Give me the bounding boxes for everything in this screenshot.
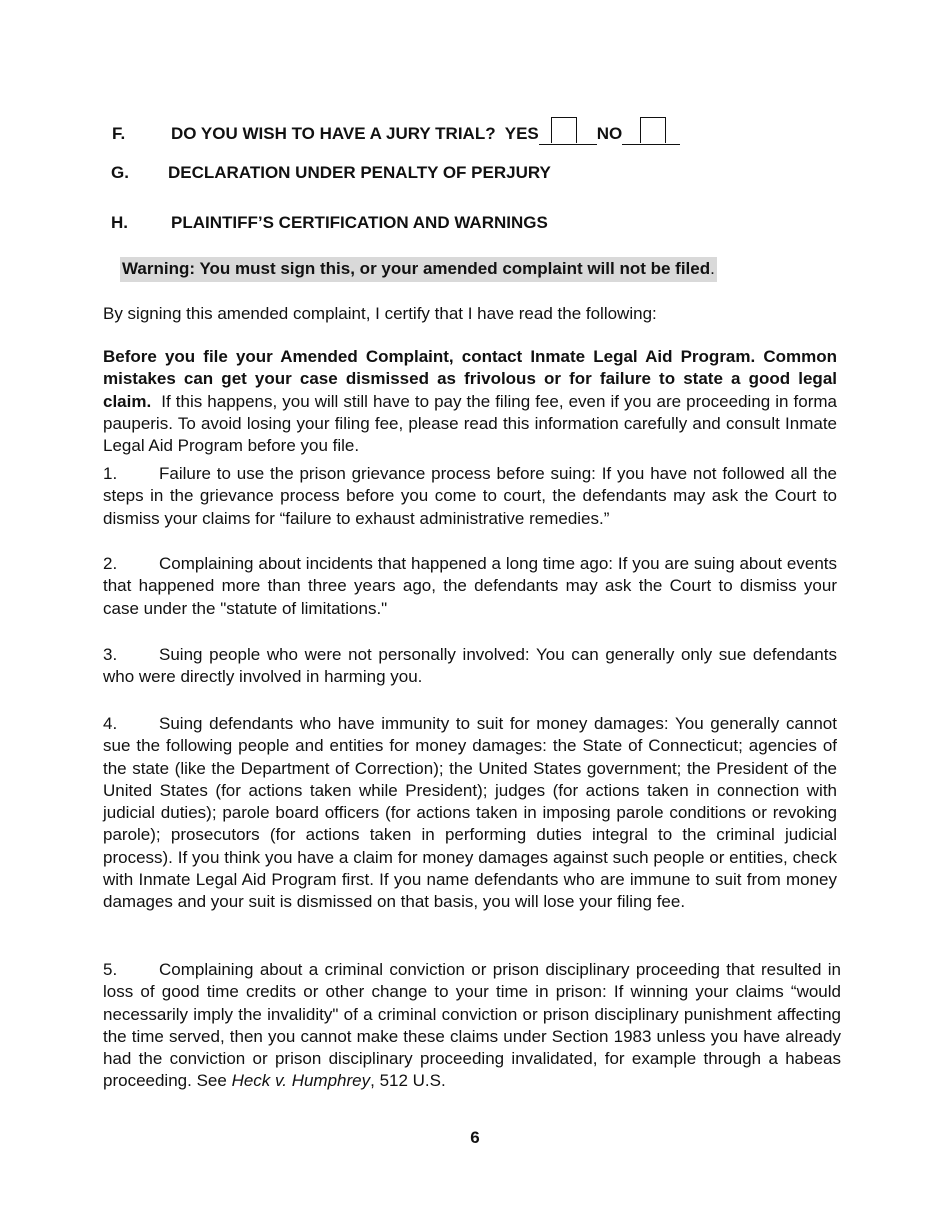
item-text: Suing people who were not personally involved: You can generally only sue defendants who were directly involved in harming you. (103, 645, 837, 687)
item-number: 3. (103, 645, 118, 664)
item-number: 2. (103, 554, 118, 573)
warning-banner (120, 257, 717, 282)
jury-trial-question: DO YOU WISH TO HAVE A JURY TRIAL? (171, 124, 496, 143)
yes-line (539, 117, 597, 145)
item-number: 1. (103, 464, 118, 483)
list-item-3 (103, 644, 837, 689)
certification-heading: PLAINTIFF’S CERTIFICATION AND WARNINGS (171, 213, 548, 232)
section-h-letter: H. (111, 213, 128, 232)
warning-text: Warning: You must sign this, or your amended complaint will not be filed (122, 259, 711, 278)
advice-paragraph (103, 346, 837, 457)
declaration-heading: DECLARATION UNDER PENALTY OF PERJURY (168, 163, 551, 182)
item-number: 4. (103, 714, 118, 733)
section-g-letter: G. (111, 163, 129, 182)
yes-label: YES (504, 124, 539, 143)
advice-normal: If this happens, you will still have to pay the filing fee, even if you are proceeding in forma pauperis. To avoid losing your filing fee, please read this information carefully and consult Inmate Legal Aid Program before you file. (103, 391, 837, 456)
list-item-1 (103, 463, 837, 530)
intro-text: By signing this amended complaint, I certify that I have read the following: (103, 304, 657, 323)
warning-period: . (710, 259, 715, 278)
item-text-after: , 512 U.S. (370, 1071, 446, 1091)
item-text: Complaining about incidents that happened a long time ago: If you are suing about events that happened more than three years ago, the defendants may ask the Court to dismiss your case under the "statute of limitations." (103, 554, 837, 618)
jury-yes-checkbox[interactable] (551, 117, 577, 143)
no-label: NO (596, 124, 623, 143)
page-number: 6 (470, 1128, 480, 1147)
jury-no-checkbox[interactable] (640, 117, 666, 143)
item-text: Complaining about a criminal conviction or prison disciplinary proceeding that resulted in loss of good time credits or other change to your time in prison: If winning your claims “would necessarily imply the invalidity" of a criminal conviction or prison disciplinary punishment affecting the time served, then you cannot make these claims under Section 1983 unless you have already had the conviction or prison disciplinary proceeding invalidated, for example through a habeas proceeding. See (103, 960, 841, 1091)
item-text: Failure to use the prison grievance process before suing: If you have not followed all the steps in the grievance process before you come to court, the defendants may ask the Court to dismiss your claims for “failure to exhaust administrative remedies.” (103, 464, 837, 528)
section-f-letter: F. (112, 124, 126, 143)
list-item-4 (103, 713, 837, 914)
list-item-2 (103, 553, 837, 620)
no-line (622, 117, 680, 145)
section-h (111, 213, 548, 233)
section-f (112, 117, 680, 145)
item-number: 5. (103, 960, 118, 979)
case-citation: Heck v. Humphrey (231, 1071, 371, 1091)
list-item-5 (103, 959, 841, 1093)
advice-bold: Before you file your Amended Complaint, contact Inmate Legal Aid Program. Common mistakes can get your case dismissed as frivolous or for failure to state a good legal claim. (103, 347, 837, 411)
item-text: Suing defendants who have immunity to suit for money damages: You generally cannot sue the following people and entities for money damages: the State of Connecticut; agencies of the state (like the Department of Correction); the United States government; the President of the United States (for actions taken while President); judges (for actions taken in connection with judicial duties); parole board officers (for actions taken in imposing parole conditions or revoking parole); prosecutors (for actions taken in performing duties integral to the criminal judicial process). If you think you have a claim for money damages against such people or entities, check with Inmate Legal Aid Program first. If you name defendants who are immune to suit from money damages and your suit is dismissed on that basis, you will lose your filing fee. (103, 714, 837, 912)
section-g (111, 163, 551, 183)
